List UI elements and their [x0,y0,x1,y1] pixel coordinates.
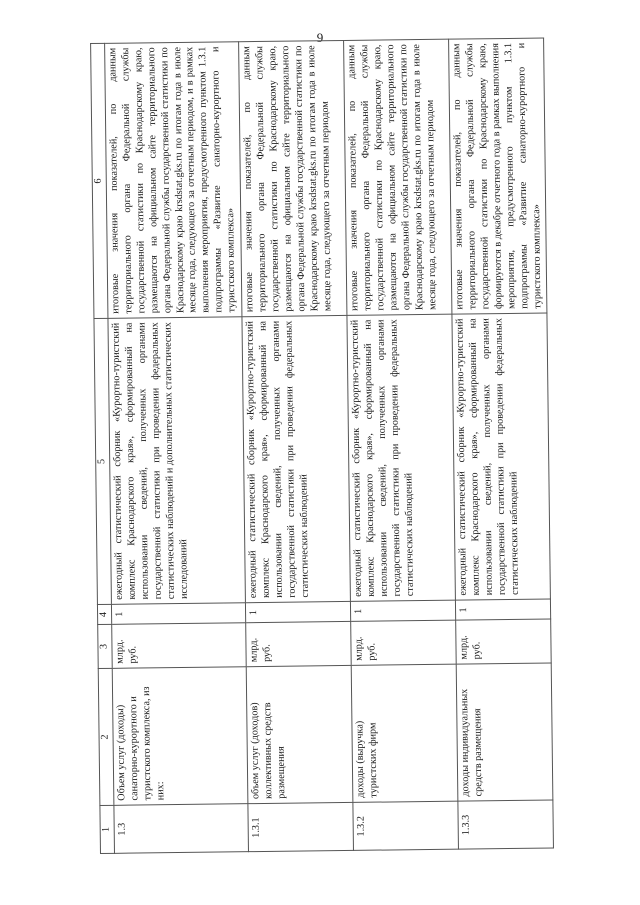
column-number-4: 4 [97,604,111,624]
indicator-table [90,38,554,854]
data-timing: итоговые значения показателей, по данным территориального органа Федеральной службы государственной статистики по Краснодарскому краю, формируются в декабре отчетного года в рамках выполнения мероприятия, предусмотренного пунктом 1.3.1 подпрограммы «Развитие санаторно-курортного и туристского комплекса» [449,38,548,314]
rotated-table-container [90,39,543,854]
table-row [239,40,354,851]
column-number-2: 2 [98,668,114,805]
column-number-3: 3 [98,624,113,668]
indicator-name: доходы (выручка) туристских фирм [351,664,458,802]
row-code: 1.3 [114,804,249,854]
row-code: 1.3.3 [458,800,554,849]
column-number-6: 6 [91,43,108,318]
unit-of-measure: млрд. руб. [246,621,352,666]
indicator-type: 1 [111,603,245,625]
indicator-name: объем услуг (доходов) коллективных средств размещения [246,665,353,803]
indicator-type: 1 [350,600,455,621]
data-source: ежегодный статистический сборник «Курортно-туристский комплекс Краснодарского края», сформированный на использовании сведений, полученных органами государственной статистики при проведении федеральных статистических наблюдений [452,313,551,600]
unit-of-measure: млрд. руб. [456,619,552,664]
data-timing: итоговые значения показателей, по данным территориального органа Федеральной службы государственной статистики по Краснодарскому краю, размещаются на официальном сайте территориального органа Федеральной службы государственной статистики по Краснодарскому краю krsdstat.gks.ru по итогам года в июле месяце года, следующего за отчетным периодом [344,39,452,315]
page-number: 9 [316,30,324,45]
data-source: ежегодный статистический сборник «Курортно-туристский комплекс Краснодарского края», сформированный на использовании сведений, полученных органами государственной статистики при проведении федеральных статистических наблюдений [242,315,350,602]
table-row [105,42,249,854]
table-row [344,39,459,850]
row-code: 1.3.1 [248,802,354,851]
unit-of-measure: млрд. руб. [112,623,247,669]
indicator-type: 1 [246,601,351,622]
data-source: ежегодный статистический сборник «Курортно-туристский комплекс Краснодарского края», сформированный на использовании сведений, полученных органами государственной статистики при проведении федеральных статистических наблюдений и дополнительных статистических исследований [108,317,246,605]
table-row [449,38,554,849]
data-timing: итоговые значения показателей, по данным территориального органа Федеральной службы государственной статистики по Краснодарскому краю, размещаются на официальном сайте территориального органа Федеральной службы государственной статистики по Краснодарскому краю krsdstat.gks.ru по итогам года в июле месяце года, следующего за отчетным периодом, и в рамках выполнения мероприятия, предусмотренного пунктом 1.3.1 подпрограммы «Развитие санаторно-курортного и туристского комплекса» [105,42,242,319]
indicator-type: 1 [455,599,551,620]
data-source: ежегодный статистический сборник «Курортно-туристский комплекс Краснодарского края», сформированный на использовании сведений, полученных органами государственной статистики при проведении федеральных статистических наблюдений [347,314,455,601]
indicator-name: Объем услуг (доходы) санаторно-курортного и туристского комплекса, из них: [112,667,248,806]
unit-of-measure: млрд. руб. [351,620,457,665]
indicator-name: доходы индивидуальных средств размещения [456,663,553,801]
column-number-1: 1 [100,805,115,853]
data-timing: итоговые значения показателей, по данным территориального органа Федеральной службы государственной статистики по Краснодарскому краю, размещаются на официальном сайте территориального органа Федеральной службы государственной статистики по Краснодарскому краю krsdstat.gks.ru по итогам года в июле месяце года, следующего за отчетным периодом [239,40,347,316]
row-code: 1.3.2 [353,801,459,850]
column-number-5: 5 [94,318,111,604]
